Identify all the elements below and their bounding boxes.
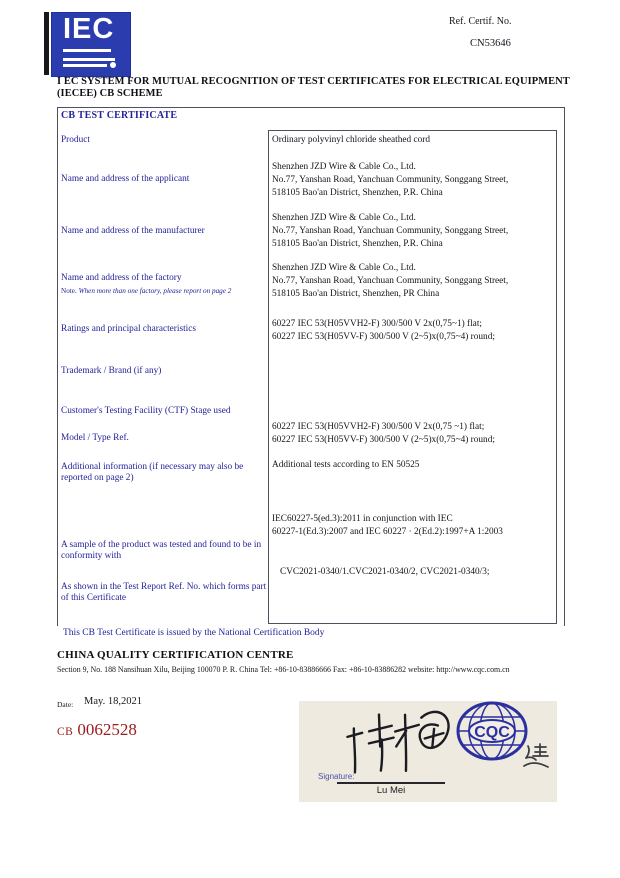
value-applicant [272,161,508,200]
scheme-title [57,76,572,100]
label-ratings: Ratings and principal characteristics [61,324,197,334]
iec-logo-line [63,58,115,61]
certification-body-name: CHINA QUALITY CERTIFICATION CENTRE [57,649,294,661]
cb-number: 0062528 [77,720,137,739]
iec-logo-dot [110,62,116,68]
value-line: IEC60227-5(ed.3):2011 in conjunction with IEC [272,514,453,524]
value-line: 518105 Bao'an District, Shenzhen, P.R. China [272,187,443,198]
iec-logo-icon [51,12,131,77]
value-line: 60227 IEC 53(H05VVH2-F) 300/500 V 2x(0,75 ~1) flat; [272,422,485,432]
label-product: Product [61,135,90,145]
label-ctf-stage: Customer's Testing Facility (CTF) Stage used [61,406,231,416]
stamp-character [522,742,550,770]
cqc-logo-text: CQC [474,724,510,741]
iec-logo-text: IEC [63,13,115,45]
value-line: 60227 IEC 53(H05VV-F) 300/500 V (2~5)x(0,75~4) round; [272,331,495,342]
label-manufacturer: Name and address of the manufacturer [61,226,205,236]
certification-body-address: Section 9, No. 188 Nansihuan Xilu, Beijing 100070 P. R. China Tel: +86-10-83886666 Fax: +86-10-83886282 website: http://www.cqc.com.cn [57,665,510,674]
cb-certificate-number [57,720,137,740]
signature-handwriting [343,703,465,781]
value-line: Shenzhen JZD Wire & Cable Co., Ltd. [272,213,416,223]
label-test-report-ref: As shown in the Test Report Ref. No. which forms part of this Certificate [61,582,267,603]
iec-logo-underline [63,49,111,52]
value-manufacturer [272,212,508,251]
label-applicant: Name and address of the applicant [61,174,190,184]
value-ratings [272,318,495,344]
factory-note-text: When more than one factory, please report on page 2 [78,287,232,295]
value-line: 60227 IEC 53(H05VVH2-F) 300/500 V 2x(0,75~1) flat; [272,319,482,329]
value-line: CVC2021-0340/1.CVC2021-0340/2, CVC2021-0340/3; [280,567,490,577]
value-line: No.77, Yanshan Road, Yanchuan Community, Songgang Street, [272,225,509,236]
label-conformity: A sample of the product was tested and found to be in conformity with [61,540,262,561]
value-line: 518105 Bao'an District, Shenzhen, P.R. China [272,238,443,249]
value-model-type-ref [272,421,495,447]
iec-logo-line [63,64,107,67]
value-product [272,134,430,147]
issued-by-statement: This CB Test Certificate is issued by the National Certification Body [63,628,325,638]
value-additional-info [272,459,419,472]
value-line: Ordinary polyvinyl chloride sheathed cord [272,135,431,145]
certificate-title: CB TEST CERTIFICATE [61,110,178,121]
signature-line [337,782,445,784]
value-line: 60227 IEC 53(H05VV-F) 300/500 V (2~5)x(0,75~4) round; [272,434,495,445]
factory-note [61,287,231,295]
iec-logo-spine-bar [44,12,49,75]
value-line: Shenzhen JZD Wire & Cable Co., Ltd. [272,263,416,273]
scheme-title-line2: (IECEE) CB SCHEME [57,87,163,99]
cqc-logo [453,699,531,765]
value-test-report-ref [280,566,489,579]
date-value: May. 18,2021 [84,696,142,707]
label-trademark: Trademark / Brand (if any) [61,366,162,376]
value-line: 60227-1(Ed.3):2007 and IEC 60227 · 2(Ed.2):1997+A 1:2003 [272,526,503,537]
ref-certif-no-label: Ref. Certif. No. [449,16,512,27]
scheme-title-line1: I EC SYSTEM FOR MUTUAL RECOGNITION OF TEST CERTIFICATES FOR ELECTRICAL EQUIPMENT [57,76,570,87]
value-line: No.77, Yanshan Road, Yanchuan Community, Songgang Street, [272,275,509,286]
signature-printed-name: Lu Mei [376,785,406,796]
label-additional-info: Additional information (if necessary may also be reported on page 2) [61,462,244,483]
value-factory [272,262,508,301]
value-line: 518105 Bao'an District, Shenzhen, PR China [272,288,440,299]
signature-label: Signature: [318,772,355,781]
value-line: Additional tests according to EN 50525 [272,460,420,470]
ref-certif-no-value: CN53646 [470,38,511,49]
date-label: Date: [57,700,74,709]
certificate-value-column-frame [268,130,557,624]
cb-prefix: CB [57,726,74,738]
value-line: No.77, Yanshan Road, Yanchuan Community, Songgang Street, [272,174,509,185]
factory-note-prefix: Note. [61,287,77,295]
label-model-type-ref: Model / Type Ref. [61,433,129,443]
value-line: Shenzhen JZD Wire & Cable Co., Ltd. [272,162,416,172]
label-factory: Name and address of the factory [61,273,182,283]
value-conformity [272,513,503,539]
